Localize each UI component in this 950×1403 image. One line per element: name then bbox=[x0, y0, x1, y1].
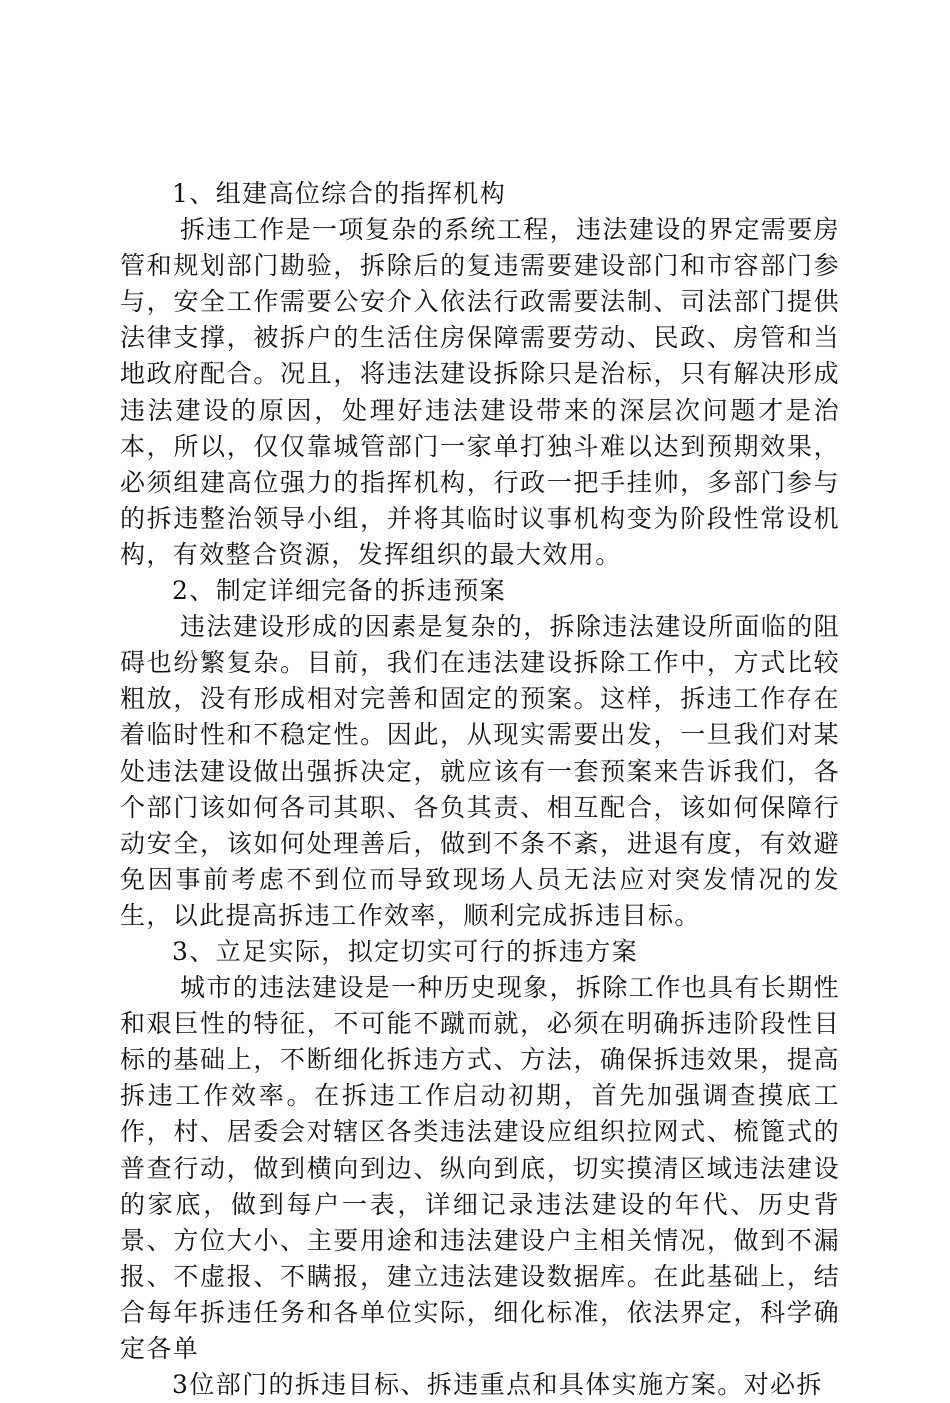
section-2-paragraph: 违法建设形成的因素是复杂的，拆除违法建设所面临的阻碍也纷繁复杂。目前，我们在违法建设拆除工作中，方式比较粗放，没有形成相对完善和固定的预案。这样，拆违工作存在着临时性和不稳定性。因此，从现实需要出发，一旦我们对某处违法建设做出强拆决定，就应该有一套预案来告诉我们，各个部门该如何各司其职、各负其责、相互配合，该如何保障行动安全，该如何处理善后，做到不条不紊，进退有度，有效避免因事前考虑不到位而导致现场人员无法应对突发情况的发生，以此提高拆违工作效率，顺利完成拆违目标。 bbox=[120, 612, 841, 930]
section-3-paragraph: 城市的违法建设是一种历史现象，拆除工作也具有长期性和艰巨性的特征，不可能不蹴而就，必须在明确拆违阶段性目标的基础上，不断细化拆违方式、方法，确保拆违效果，提高拆违工作效率。在拆违工作启动初期，首先加强调查摸底工作，村、居委会对辖区各类违法建设应组织拉网式、梳篦式的普查行动，做到横向到边、纵向到底，切实摸清区域违法建设的家底，做到每户一表，详细记录违法建设的年代、历史背景、方位大小、主要用途和违法建设户主相关情况，做到不漏报、不虚报、不瞒报，建立违法建设数据库。在此基础上，结合每年拆违任务和各单位实际，细化标准，依法界定，科学确定各单 bbox=[120, 973, 841, 1363]
section-3-heading: 3、立足实际，拟定切实可行的拆违方案 bbox=[172, 936, 639, 966]
section-1-paragraph: 拆违工作是一项复杂的系统工程，违法建设的界定需要房管和规划部门勘验，拆除后的复违需要建设部门和市容部门参与，安全工作需要公安介入依法行政需要法制、司法部门提供法律支撑，被拆户的生活住房保障需要劳动、民政、房管和当地政府配合。况且，将违法建设拆除只是治标，只有解决形成违法建设的原因，处理好违法建设带来的深层次问题才是治本，所以，仅仅靠城管部门一家单打独斗难以达到预期效果，必须组建高位强力的指挥机构，行政一把手挂帅，多部门参与的拆违整治领导小组，并将其临时议事机构变为阶段性常设机构，有效整合资源，发挥组织的最大效用。 bbox=[120, 215, 841, 569]
continuation-line: 3位部门的拆违目标、拆违重点和具体实施方案。对必拆 bbox=[172, 1370, 823, 1400]
document-body bbox=[120, 176, 840, 1403]
section-1-heading: 1、组建高位综合的指挥机构 bbox=[172, 179, 507, 208]
section-2-heading: 2、制定详细完备的拆违预案 bbox=[172, 576, 507, 606]
